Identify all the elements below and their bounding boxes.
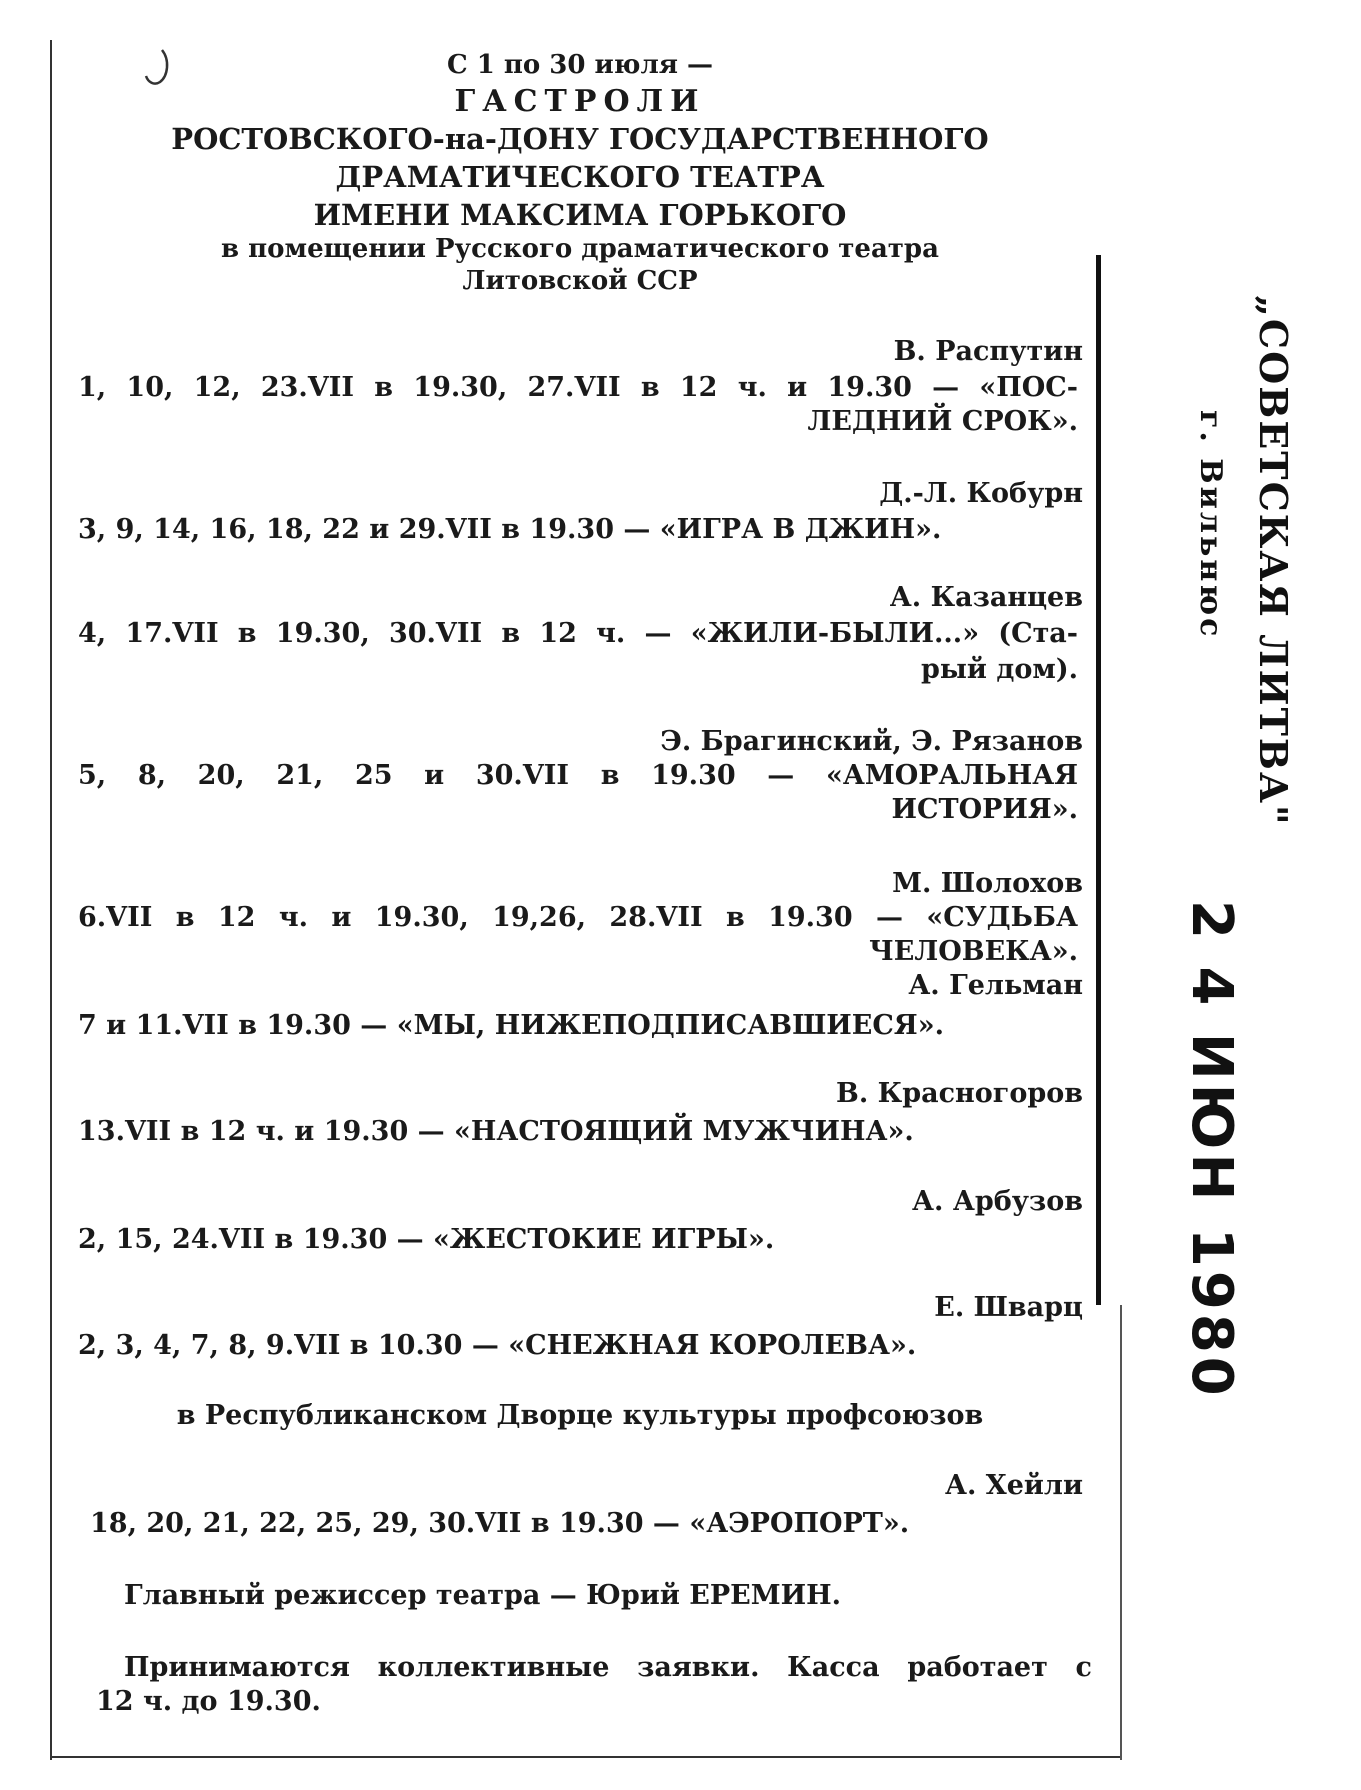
tour-title: ГАСТРОЛИ: [454, 84, 706, 119]
venue-line1: в помещении Русского драматического театра: [221, 234, 939, 264]
schedule-line: рый дом).: [920, 654, 1078, 685]
theatre-name-line2: ДРАМАТИЧЕСКОГО ТЕАТРА: [335, 160, 825, 194]
theatre-name-line1: РОСТОВСКОГО-на-ДОНУ ГОСУДАРСТВЕННОГО: [171, 122, 989, 156]
schedule-line: ИСТОРИЯ».: [891, 794, 1078, 825]
city-stamp: г. Вильнюс: [1193, 410, 1228, 640]
author: В. Красногоров: [836, 1078, 1083, 1109]
author: Э. Брагинский, Э. Рязанов: [660, 726, 1083, 757]
box-office-hours: 12 ч. до 19.30.: [96, 1686, 321, 1717]
schedule-line: 1, 10, 12, 23.VII в 19.30, 27.VII в 12 ч. и 19.30 — «ПОС-: [78, 372, 1078, 403]
venue-line2: Литовской ССР: [462, 266, 698, 296]
clipping-border-right: [1120, 1305, 1122, 1760]
column-rule: [1096, 255, 1101, 1305]
author: Е. Шварц: [934, 1292, 1083, 1323]
schedule-line: 2, 15, 24.VII в 19.30 — «ЖЕСТОКИЕ ИГРЫ».: [78, 1224, 775, 1255]
author: М. Шолохов: [892, 868, 1083, 899]
clipping-border-left: [50, 40, 52, 1760]
schedule-line: 13.VII в 12 ч. и 19.30 — «НАСТОЯЩИЙ МУЖЧИНА».: [78, 1116, 914, 1147]
box-office-note: Принимаются коллективные заявки. Касса работает с: [124, 1652, 1092, 1683]
tour-dates: С 1 по 30 июля —: [446, 50, 714, 80]
schedule-line: 2, 3, 4, 7, 8, 9.VII в 10.30 — «СНЕЖНАЯ КОРОЛЕВА».: [78, 1330, 917, 1361]
author: А. Казанцев: [889, 582, 1083, 613]
author: А. Арбузов: [912, 1186, 1083, 1217]
schedule-line: 4, 17.VII в 19.30, 30.VII в 12 ч. — «ЖИЛИ-БЫЛИ...» (Ста-: [78, 618, 1078, 649]
schedule-line: 18, 20, 21, 22, 25, 29, 30.VII в 19.30 — «АЭРОПОРТ».: [90, 1508, 910, 1539]
schedule-line: 6.VII в 12 ч. и 19.30, 19,26, 28.VII в 19.30 — «СУДЬБА: [78, 902, 1078, 933]
schedule-line: 5, 8, 20, 21, 25 и 30.VII в 19.30 — «АМОРАЛЬНАЯ: [78, 760, 1078, 791]
schedule-line: ЧЕЛОВЕКА».: [869, 936, 1078, 967]
author: А. Гельман: [908, 970, 1083, 1001]
schedule-line: 3, 9, 14, 16, 18, 22 и 29.VII в 19.30 — «ИГРА В ДЖИН».: [78, 514, 942, 545]
author: А. Хейли: [944, 1470, 1083, 1501]
author: Д.-Л. Кобурн: [879, 478, 1083, 509]
newspaper-stamp: „СОВЕТСКАЯ ЛИТВА": [1251, 295, 1296, 827]
theatre-name-line3: ИМЕНИ МАКСИМА ГОРЬКОГО: [313, 198, 847, 232]
schedule-line: 7 и 11.VII в 19.30 — «МЫ, НИЖЕПОДПИСАВШИЕСЯ».: [78, 1010, 944, 1041]
clipping-border-bottom: [50, 1756, 1120, 1758]
director-note: Главный режиссер театра — Юрий ЕРЕМИН.: [124, 1580, 842, 1611]
schedule-line: ЛЕДНИЙ СРОК».: [807, 406, 1078, 437]
date-stamp: 2 4 ИЮН 1980: [1179, 900, 1244, 1400]
second-venue: в Республиканском Дворце культуры профсоюзов: [176, 1400, 984, 1431]
author: В. Распутин: [893, 336, 1083, 367]
